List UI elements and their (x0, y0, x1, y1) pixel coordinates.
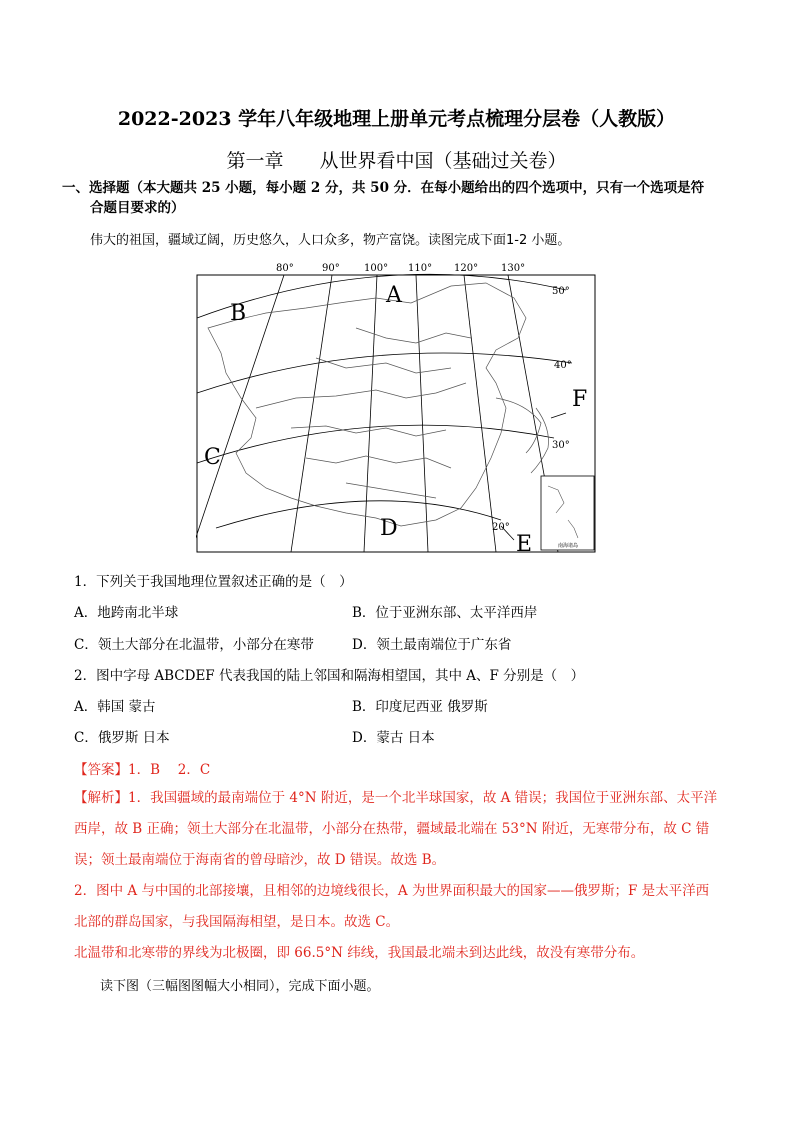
chapter-name: 从世界看中国（基础过关卷） (319, 150, 567, 172)
analysis-line: 北温带和北寒带的界线为北极圈，即 66.5°N 纬线，我国最北端未到达此线，故没有寒带分布。 (74, 945, 645, 961)
document-title: 2022-2023 学年八年级地理上册单元考点梳理分层卷（人教版） (117, 108, 676, 130)
chapter-title (0, 146, 793, 173)
question-2-option-d: D．蒙古 日本 (352, 730, 435, 746)
question-1-option-b: B．位于亚洲东部、太平洋西岸 (352, 605, 538, 621)
question-1-stem: 1．下列关于我国地理位置叙述正确的是（ ） (74, 574, 353, 590)
lat-label-20: 20° (492, 522, 510, 533)
lon-label-120: 120° (454, 263, 479, 274)
section-heading-line2: 合题目要求的） (90, 200, 185, 216)
lat-label-30: 30° (552, 440, 570, 451)
lat-label-40: 40° (554, 360, 572, 371)
inset-label: 南海诸岛 (557, 543, 579, 549)
lon-label-100: 100° (364, 263, 389, 274)
analysis-line: 【解析】1．我国疆域的最南端位于 4°N 附近，是一个北半球国家，故 A 错误；我国位于亚洲东部、太平洋 (74, 790, 718, 806)
analysis-line: 2．图中 A 与中国的北部接壤，且相邻的边境线很长，A 为世界面积最大的国家——俄罗斯；F 是太平洋西 (74, 883, 710, 899)
question-2-option-b: B．印度尼西亚 俄罗斯 (352, 699, 488, 715)
analysis-block (74, 783, 724, 969)
section-heading-line1: 一、选择题（本大题共 25 小题，每小题 2 分，共 50 分．在每小题给出的四个选项中，只有一个选项是符 (62, 180, 705, 196)
question-1-option-a: A．地跨南北半球 (74, 605, 179, 621)
lon-label-130: 130° (501, 263, 526, 274)
map-letter-a: A (386, 283, 402, 308)
lon-label-110: 110° (408, 263, 433, 274)
question-1-option-d: D．领土最南端位于广东省 (352, 637, 512, 653)
lat-label-50: 50° (552, 286, 570, 297)
question-2-stem: 2．图中字母 ABCDEF 代表我国的陆上邻国和隔海相望国，其中 A、F 分别是（ ） (74, 668, 585, 684)
map-letter-f: F (572, 387, 588, 412)
map-letter-e: E (516, 532, 533, 554)
china-map-figure (196, 258, 596, 554)
map-letter-d: D (380, 516, 398, 541)
analysis-line: 误；领土最南端位于海南省的曾母暗沙，故 D 错误。故选 B。 (74, 852, 446, 868)
analysis-line: 北部的群岛国家，与我国隔海相望，是日本。故选 C。 (74, 914, 400, 930)
answer-line: 【答案】1．B 2．C (74, 762, 211, 778)
question-2-option-a: A．韩国 蒙古 (74, 699, 156, 715)
next-question-intro: 读下图（三幅图图幅大小相同），完成下面小题。 (100, 979, 380, 994)
question-intro: 伟大的祖国，疆域辽阔，历史悠久，人口众多，物产富饶。读图完成下面1-2 小题。 (90, 233, 571, 248)
lon-label-80: 80° (276, 263, 294, 274)
lon-label-90: 90° (322, 263, 340, 274)
analysis-line: 西岸，故 B 正确；领土大部分在北温带，小部分在热带，疆域最北端在 53°N 附近，无寒带分布，故 C 错 (74, 821, 710, 837)
question-1-option-c: C．领土大部分在北温带，小部分在寒带 (74, 637, 314, 653)
map-letter-b: B (230, 301, 247, 326)
question-2-option-c: C．俄罗斯 日本 (74, 730, 170, 746)
section-heading (62, 178, 752, 218)
chapter-number: 第一章 (226, 150, 284, 172)
map-letter-c: C (204, 445, 221, 470)
